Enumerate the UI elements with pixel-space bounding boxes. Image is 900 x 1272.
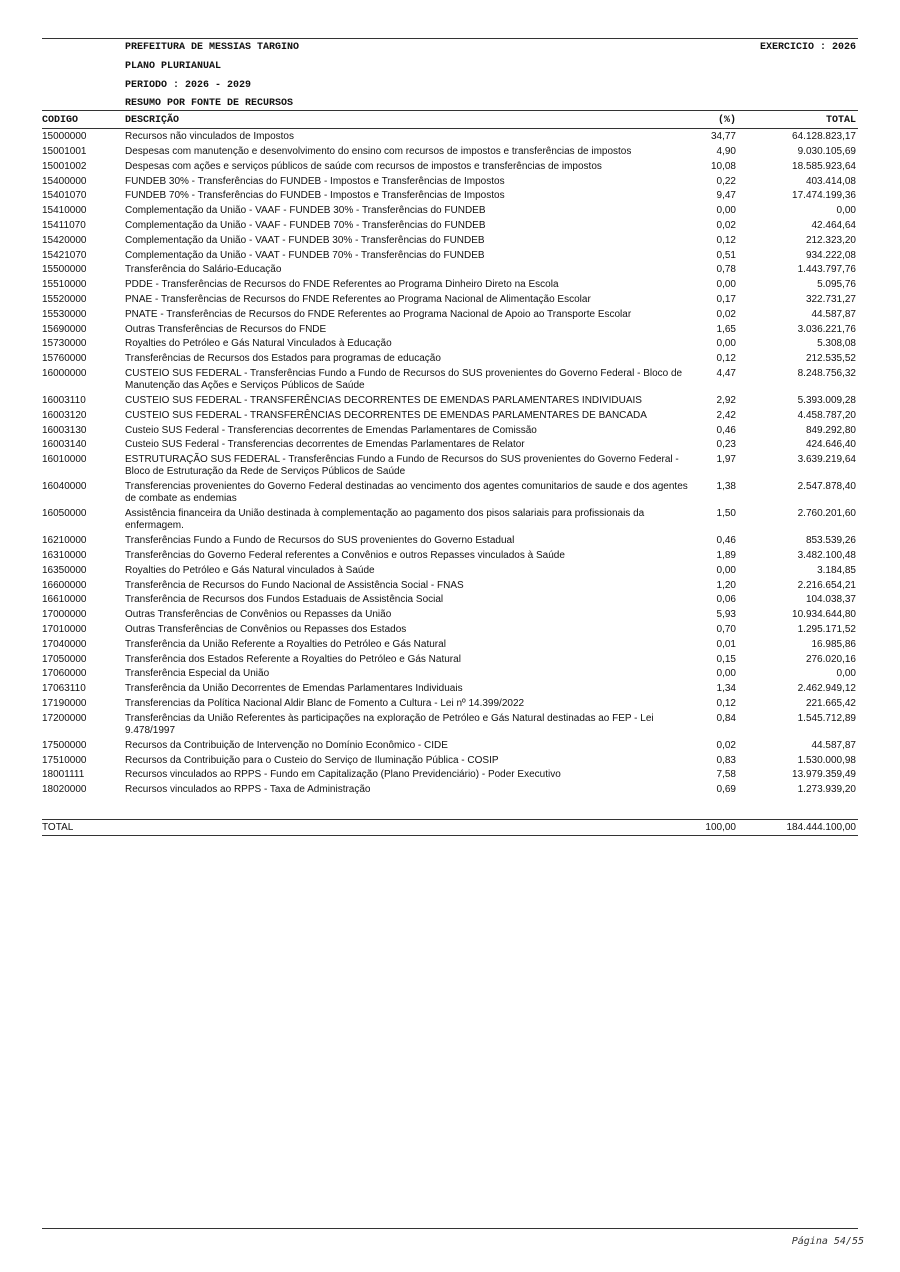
col-total: TOTAL: [825, 115, 856, 126]
cell-total: 212.323,20: [805, 234, 856, 246]
cell-pct: 10,08: [710, 160, 736, 172]
cell-desc: Transferencias da Política Nacional Aldir Blanc de Fomento a Cultura - Lei nº 14.399/2022: [125, 698, 525, 709]
cell-code: 15400000: [42, 175, 87, 187]
col-pct: (%): [717, 115, 736, 126]
cell-total: 104.038,37: [805, 594, 856, 606]
cell-desc: Royalties do Petróleo e Gás Natural Vinculados à Educação: [125, 338, 392, 350]
cell-total: 276.020,16: [805, 653, 856, 665]
cell-pct: 0,46: [716, 535, 736, 547]
table-row: [42, 768, 858, 783]
period-title: PERIODO : 2026 - 2029: [125, 80, 252, 91]
cell-desc: FUNDEB 70% - Transferências do FUNDEB - Impostos e Transferências de Impostos: [125, 190, 505, 202]
table-row: [42, 667, 858, 682]
cell-desc: Despesas com manutenção e desenvolvimento do ensino com recursos de impostos e transferências de impostos: [125, 146, 632, 158]
cell-code: 16610000: [42, 594, 87, 606]
cell-pct: 0,02: [716, 220, 736, 232]
cell-code: 17000000: [42, 609, 87, 621]
cell-total: 1.443.797,76: [797, 264, 856, 276]
cell-code: 18001111: [42, 769, 85, 781]
cell-total: 64.128.823,17: [792, 131, 856, 143]
cell-total: 424.646,40: [805, 439, 856, 451]
cell-pct: 0,23: [716, 439, 736, 451]
cell-pct: 34,77: [710, 131, 736, 143]
cell-desc: Outras Transferências de Recursos do FNDE: [125, 323, 327, 335]
table-row: [42, 438, 858, 453]
cell-code: 16350000: [42, 564, 87, 576]
cell-code: 15420000: [42, 234, 87, 246]
cell-desc: Recursos da Contribuição para o Custeio do Serviço de Iluminação Pública - COSIP: [125, 754, 499, 766]
cell-desc: CUSTEIO SUS FEDERAL - Transferências Fundo a Fundo de Recursos do SUS provenientes do Governo Federal - Bloco de Manutenção das Ações e Serviços Públicos de Saúde: [125, 368, 683, 392]
cell-pct: 0,00: [716, 668, 736, 680]
total-pct: 100,00: [705, 822, 736, 833]
table-row: [42, 409, 858, 424]
cell-code: 15401070: [42, 190, 87, 202]
cell-pct: 2,42: [716, 409, 736, 421]
cell-code: 16050000: [42, 508, 87, 520]
cell-desc: Complementação da União - VAAT - FUNDEB 30% - Transferências do FUNDEB: [125, 234, 485, 246]
cell-pct: 0,22: [716, 175, 736, 187]
col-code: CODIGO: [42, 115, 79, 126]
table-row: [42, 189, 858, 204]
total-top-rule: [42, 819, 858, 820]
cell-pct: 0,69: [716, 784, 736, 796]
cell-code: 17063110: [42, 683, 86, 695]
cell-desc: Royalties do Petróleo e Gás Natural vinculados à Saúde: [125, 564, 375, 576]
cell-pct: 0,01: [716, 638, 736, 650]
cell-desc: ESTRUTURAÇÃO SUS FEDERAL - Transferências Fundo a Fundo de Recursos do SUS provenientes do Governo Federal - Bloco de Estruturação da Rede de Serviços Públicos de Saúde: [125, 454, 679, 478]
cell-total: 2.462.949,12: [797, 683, 856, 695]
table-row: [42, 234, 858, 249]
cell-code: 16000000: [42, 368, 87, 380]
cell-pct: 1,50: [716, 508, 736, 520]
cell-desc: Transferência da União Decorrentes de Emendas Parlamentares Individuais: [125, 683, 463, 695]
table-row: [42, 753, 858, 768]
cell-pct: 1,20: [716, 579, 736, 591]
cell-total: 0,00: [836, 668, 856, 680]
cell-pct: 0,12: [716, 234, 736, 246]
table-row: [42, 174, 858, 189]
cell-pct: 7,58: [716, 769, 736, 781]
footer-rule: [42, 1228, 858, 1229]
table-row: [42, 623, 858, 638]
cell-pct: 4,47: [716, 368, 736, 380]
cell-total: 13.979.359,49: [792, 769, 856, 781]
cell-total: 1.545.712,89: [797, 712, 856, 724]
cell-pct: 0,00: [716, 279, 736, 291]
cell-desc: Transferência do Salário-Educação: [125, 264, 282, 276]
cell-pct: 0,78: [716, 264, 736, 276]
cell-code: 17060000: [42, 668, 87, 680]
cell-pct: 0,02: [716, 308, 736, 320]
sources-table: [42, 130, 858, 798]
cell-total: 8.248.756,32: [797, 368, 856, 380]
table-row: [42, 507, 858, 534]
cell-total: 5.393.009,28: [797, 395, 856, 407]
cell-desc: Transferências da União Referentes às participações na exploração de Petróleo e Gás Natural destinadas ao FEP - Lei 9.478/1997: [125, 712, 654, 736]
cell-desc: Recursos vinculados ao RPPS - Fundo em Capitalização (Plano Previdenciário) - Poder Executivo: [125, 769, 561, 781]
cell-pct: 0,06: [716, 594, 736, 606]
table-row: [42, 337, 858, 352]
cell-desc: CUSTEIO SUS FEDERAL - TRANSFERÊNCIAS DECORRENTES DE EMENDAS PARLAMENTARES INDIVIDUAIS: [125, 395, 642, 407]
plan-title: PLANO PLURIANUAL: [125, 61, 222, 72]
cell-pct: 0,84: [716, 712, 736, 724]
cell-desc: Transferências de Recursos dos Estados para programas de educação: [125, 353, 441, 365]
cell-total: 16.985,86: [811, 638, 856, 650]
cell-total: 44.587,87: [811, 739, 856, 751]
cell-code: 16010000: [42, 454, 87, 466]
cell-desc: Custeio SUS Federal - Transferencias decorrentes de Emendas Parlamentares de Relator: [125, 439, 525, 451]
top-rule: [42, 38, 858, 39]
table-row: [42, 549, 858, 564]
table-row: [42, 697, 858, 712]
cell-desc: Recursos da Contribuição de Intervenção no Domínio Econômico - CIDE: [125, 739, 448, 751]
cell-desc: Despesas com ações e serviços públicos de saúde com recursos de impostos e transferências de impostos: [125, 160, 602, 172]
cell-desc: Transferências Fundo a Fundo de Recursos do SUS provenientes do Governo Estadual: [125, 535, 515, 547]
cell-total: 2.216.654,21: [797, 579, 856, 591]
table-row: [42, 682, 858, 697]
cell-code: 17190000: [42, 698, 87, 709]
cell-pct: 9,47: [716, 190, 736, 202]
cell-code: 15000000: [42, 131, 87, 143]
cell-pct: 1,38: [716, 481, 736, 493]
cell-desc: Transferências do Governo Federal referentes a Convênios e outros Repasses vinculados à Saúde: [125, 550, 565, 562]
table-row: [42, 638, 858, 653]
cell-desc: Assistência financeira da União destinada à complementação ao pagamento dos pisos salariais para profissionais da enfermagem.: [125, 508, 645, 532]
table-row: [42, 593, 858, 608]
cell-code: 17010000: [42, 624, 87, 636]
cell-code: 17040000: [42, 638, 87, 650]
cell-desc: Complementação da União - VAAT - FUNDEB 70% - Transferências do FUNDEB: [125, 249, 485, 261]
cell-code: 15500000: [42, 264, 87, 276]
table-row: [42, 263, 858, 278]
cell-pct: 0,51: [716, 249, 736, 261]
total-label: TOTAL: [42, 822, 74, 833]
cell-pct: 0,83: [716, 754, 736, 766]
cell-pct: 0,12: [716, 698, 736, 709]
cell-desc: Complementação da União - VAAF - FUNDEB 70% - Transferências do FUNDEB: [125, 220, 486, 232]
cell-total: 3.639.219,64: [797, 454, 856, 466]
cell-desc: Recursos vinculados ao RPPS - Taxa de Administração: [125, 784, 371, 796]
table-row: [42, 453, 858, 480]
cell-code: 15730000: [42, 338, 87, 350]
header-top-rule: [42, 110, 858, 111]
cell-total: 9.030.105,69: [797, 146, 856, 158]
entity-title: PREFEITURA DE MESSIAS TARGINO: [125, 42, 300, 53]
cell-pct: 0,00: [716, 564, 736, 576]
cell-total: 403.414,08: [805, 175, 856, 187]
cell-total: 221.665,42: [805, 698, 856, 709]
cell-desc: PNAE - Transferências de Recursos do FNDE Referentes ao Programa Nacional de Alimentação Escolar: [125, 294, 591, 306]
cell-code: 15690000: [42, 323, 87, 335]
cell-pct: 4,90: [716, 146, 736, 158]
cell-code: 15411070: [42, 220, 86, 232]
table-row: [42, 480, 858, 507]
cell-pct: 1,89: [716, 550, 736, 562]
table-row: [42, 367, 858, 394]
cell-code: 15001002: [42, 160, 87, 172]
cell-desc: PDDE - Transferências de Recursos do FNDE Referentes ao Programa Dinheiro Direto na Escola: [125, 279, 559, 291]
cell-total: 3.482.100,48: [797, 550, 856, 562]
cell-total: 42.464,64: [811, 220, 856, 232]
cell-pct: 1,97: [716, 454, 736, 466]
cell-total: 1.295.171,52: [797, 624, 856, 636]
exercise-year: EXERCICIO : 2026: [759, 42, 856, 53]
table-row: [42, 652, 858, 667]
table-row: [42, 394, 858, 409]
cell-pct: 0,46: [716, 424, 736, 436]
cell-total: 3.036.221,76: [797, 323, 856, 335]
cell-total: 934.222,08: [805, 249, 856, 261]
cell-code: 15001001: [42, 146, 87, 158]
column-headers: [42, 115, 858, 127]
cell-total: 212.535,52: [805, 353, 856, 365]
cell-code: 17200000: [42, 712, 87, 724]
table-row: [42, 322, 858, 337]
table-row: [42, 308, 858, 323]
cell-total: 18.585.923,64: [792, 160, 856, 172]
table-row: [42, 278, 858, 293]
cell-desc: Transferência de Recursos dos Fundos Estaduais de Assistência Social: [125, 594, 444, 606]
table-row: [42, 739, 858, 754]
cell-pct: 0,00: [716, 338, 736, 350]
cell-total: 2.760.201,60: [797, 508, 856, 520]
cell-desc: Transferência da União Referente a Royalties do Petróleo e Gás Natural: [125, 638, 446, 650]
cell-pct: 1,65: [716, 323, 736, 335]
cell-total: 1.530.000,98: [797, 754, 856, 766]
cell-desc: Custeio SUS Federal - Transferencias decorrentes de Emendas Parlamentares de Comissão: [125, 424, 537, 436]
table-row: [42, 293, 858, 308]
cell-code: 17050000: [42, 653, 87, 665]
cell-code: 15520000: [42, 294, 87, 306]
cell-code: 16040000: [42, 481, 87, 493]
cell-total: 4.458.787,20: [797, 409, 856, 421]
total-bottom-rule: [42, 835, 858, 836]
report-title: RESUMO POR FONTE DE RECURSOS: [125, 98, 294, 109]
cell-code: 18020000: [42, 784, 87, 796]
cell-code: 15510000: [42, 279, 87, 291]
cell-desc: Recursos não vinculados de Impostos: [125, 131, 294, 143]
cell-total: 849.292,80: [805, 424, 856, 436]
cell-desc: FUNDEB 30% - Transferências do FUNDEB - Impostos e Transferências de Impostos: [125, 175, 505, 187]
cell-desc: CUSTEIO SUS FEDERAL - TRANSFERÊNCIAS DECORRENTES DE EMENDAS PARLAMENTARES DE BANCADA: [125, 409, 647, 421]
cell-total: 1.273.939,20: [797, 784, 856, 796]
cell-total: 44.587,87: [811, 308, 856, 320]
cell-pct: 0,70: [716, 624, 736, 636]
cell-code: 17500000: [42, 739, 87, 751]
cell-code: 15760000: [42, 353, 87, 365]
cell-code: 17510000: [42, 754, 87, 766]
cell-desc: Transferencias provenientes do Governo Federal destinadas ao vencimento dos agentes comunitarios de saude e dos agentes de combate as endemias: [125, 481, 688, 505]
cell-desc: Complementação da União - VAAF - FUNDEB 30% - Transferências do FUNDEB: [125, 205, 486, 217]
cell-desc: Outras Transferências de Convênios ou Repasses dos Estados: [125, 624, 407, 636]
cell-pct: 0,02: [716, 739, 736, 751]
cell-code: 15410000: [42, 205, 87, 217]
cell-pct: 0,00: [716, 205, 736, 217]
table-row: [42, 219, 858, 234]
table-row: [42, 130, 858, 145]
cell-total: 0,00: [836, 205, 856, 217]
table-row: [42, 423, 858, 438]
cell-desc: Transferência Especial da União: [125, 668, 270, 680]
table-row: [42, 248, 858, 263]
header-bottom-rule: [42, 128, 858, 129]
table-row: [42, 145, 858, 160]
page-number: Página 54/55: [791, 1236, 864, 1247]
cell-total: 322.731,27: [805, 294, 856, 306]
cell-code: 16310000: [42, 550, 87, 562]
cell-total: 2.547.878,40: [797, 481, 856, 493]
cell-code: 16003130: [42, 424, 87, 436]
cell-pct: 0,17: [716, 294, 736, 306]
table-row: [42, 564, 858, 579]
cell-pct: 0,12: [716, 353, 736, 365]
cell-total: 10.934.644,80: [792, 609, 856, 621]
cell-code: 16003110: [42, 395, 86, 407]
cell-total: 5.308,08: [817, 338, 856, 350]
cell-code: 15421070: [42, 249, 87, 261]
table-row: [42, 783, 858, 798]
cell-desc: Outras Transferências de Convênios ou Repasses da União: [125, 609, 392, 621]
cell-code: 15530000: [42, 308, 87, 320]
cell-pct: 2,92: [716, 395, 736, 407]
cell-pct: 5,93: [716, 609, 736, 621]
cell-code: 16003120: [42, 409, 87, 421]
cell-desc: Transferência de Recursos do Fundo Nacional de Assistência Social - FNAS: [125, 579, 464, 591]
cell-code: 16210000: [42, 535, 87, 547]
cell-desc: PNATE - Transferências de Recursos do FNDE Referentes ao Programa Nacional de Apoio ao Transporte Escolar: [125, 308, 632, 320]
cell-pct: 1,34: [716, 683, 736, 695]
table-row: [42, 578, 858, 593]
cell-total: 3.184,85: [817, 564, 856, 576]
total-value: 184.444.100,00: [786, 822, 856, 833]
table-row: [42, 352, 858, 367]
cell-pct: 0,15: [716, 653, 736, 665]
table-row: [42, 534, 858, 549]
cell-total: 853.539,26: [805, 535, 856, 547]
table-row: [42, 608, 858, 623]
cell-total: 17.474.199,36: [792, 190, 856, 202]
cell-code: 16600000: [42, 579, 87, 591]
table-row: [42, 712, 858, 739]
cell-code: 16003140: [42, 439, 87, 451]
table-row: [42, 204, 858, 219]
table-row: [42, 160, 858, 175]
cell-desc: Transferência dos Estados Referente a Royalties do Petróleo e Gás Natural: [125, 653, 461, 665]
cell-total: 5.095,76: [817, 279, 856, 291]
col-desc: DESCRIÇÃO: [125, 115, 180, 126]
